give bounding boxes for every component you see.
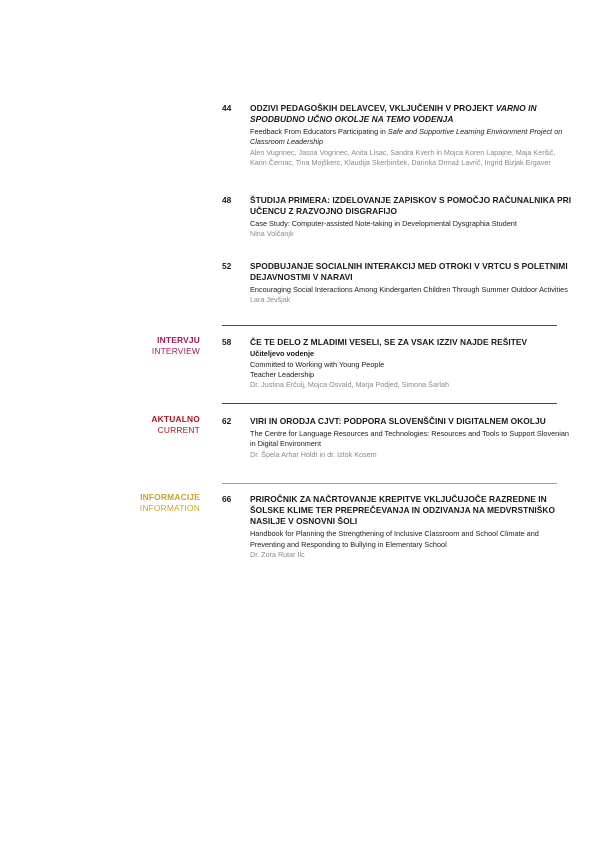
toc-entry-62[interactable] (222, 416, 572, 460)
entry-english-subtitle: Teacher Leadership (250, 370, 315, 380)
entry-title-italic: VARNO IN SPODBUDNO UČNO OKOLJE NA TEMO VODENJA (250, 103, 537, 125)
section-label-en: CURRENT (157, 424, 200, 435)
page-number: 44 (222, 103, 232, 113)
entry-authors: Lara Jevšjak (250, 295, 291, 305)
entry-english-main: Feedback From Educators Participating in (250, 126, 388, 136)
toc-entry-52[interactable] (222, 261, 572, 306)
entry-english-title: Handbook for Planning the Strengthening of Inclusive Classroom and School Climate and Preventing and Responding to Bullying in Elementary School (250, 529, 539, 549)
entry-title: SPODBUJANJE SOCIALNIH INTERAKCIJ MED OTROKI V VRTCU S POLETNIMI DEJAVNOSTMI V NARAVI (250, 261, 568, 283)
section-divider-intervju (222, 325, 557, 326)
entry-english-title: The Centre for Language Resources and Technologies: Resources and Tools to Support Slovenian in Digital Environment (250, 428, 569, 449)
section-label-intervju (100, 335, 200, 356)
entry-english-italic: Safe and Supportive Learning Environment Project on Classroom Leadership (250, 126, 563, 147)
section-label-sl: AKTUALNO (151, 414, 200, 424)
entry-title: PRIROČNIK ZA NAČRTOVANJE KREPITVE VKLJUČUJOČE RAZREDNE IN ŠOLSKE KLIME TER PREPREČEVANJA IN ODZIVANJA NA MEDVRSTNIŠKO NASILJE V OSNOVNI ŠOLI (250, 494, 556, 527)
entry-title (250, 103, 572, 125)
entry-subtitle: Učiteljevo vodenje (250, 349, 315, 359)
page-number: 58 (222, 337, 232, 347)
entry-title: ŠTUDIJA PRIMERA: IZDELOVANJE ZAPISKOV S POMOČJO RAČUNALNIKA PRI UČENCU Z RAZVOJNO DISGRAFIJO (250, 195, 572, 217)
entry-title: VIRI IN ORODJA CJVT: PODPORA SLOVENŠČINI V DIGITALNEM OKOLJU (250, 416, 546, 426)
section-label-aktualno (100, 414, 200, 435)
toc-entry-66[interactable] (222, 494, 572, 560)
page-number: 62 (222, 416, 232, 426)
entry-authors: Nina Volčanjk (250, 229, 294, 239)
section-divider-aktualno (222, 403, 557, 404)
section-label-sl: INTERVJU (157, 335, 200, 345)
toc-entry-58[interactable] (222, 337, 572, 391)
toc-entry-44[interactable] (222, 103, 572, 169)
section-label-informacije (100, 492, 200, 513)
entry-english-title (250, 127, 572, 148)
page-number: 48 (222, 195, 232, 205)
entry-english-title: Case Study: Computer-assisted Note-taking in Developmental Dysgraphia Student (250, 218, 517, 228)
entry-english-title: Encouraging Social Interactions Among Kindergarten Children Through Summer Outdoor Activities (250, 284, 568, 294)
page-number: 52 (222, 261, 232, 271)
page-number: 66 (222, 494, 232, 504)
section-label-sl: INFORMACIJE (140, 492, 200, 502)
entry-title-main: ODZIVI PEDAGOŠKIH DELAVCEV, VKLJUČENIH V PROJEKT (250, 103, 496, 113)
entry-authors: Dr. Zora Rutar Ilc (250, 549, 305, 559)
section-label-en: INTERVIEW (151, 345, 200, 356)
entry-authors: Dr. Špela Arhar Holdt in dr. Iztok Kosem (250, 449, 377, 459)
toc-entry-48[interactable] (222, 195, 572, 240)
section-divider-informacije (222, 483, 557, 484)
entry-authors: Dr. Justina Erčulj, Mojca Osvald, Marja Podjed, Simona Šarlah (250, 380, 449, 390)
entry-english-title: Committed to Working with Young People (250, 359, 385, 369)
entry-authors: Alen Vugrinec, Jasna Vogrinec, Anita Lisac, Sandra Kverh in Mojca Koren Lapajne, Maja Keršič, Karin Černac, Tina Mojškerc, Klaudija Skerbinšek, Darinka Drmaž Lavrič, Ingrid Bizjak Ergaver (250, 147, 556, 168)
entry-title: ČE TE DELO Z MLADIMI VESELI, SE ZA VSAK IZZIV NAJDE REŠITEV (250, 337, 528, 347)
section-label-en: INFORMATION (139, 502, 200, 513)
